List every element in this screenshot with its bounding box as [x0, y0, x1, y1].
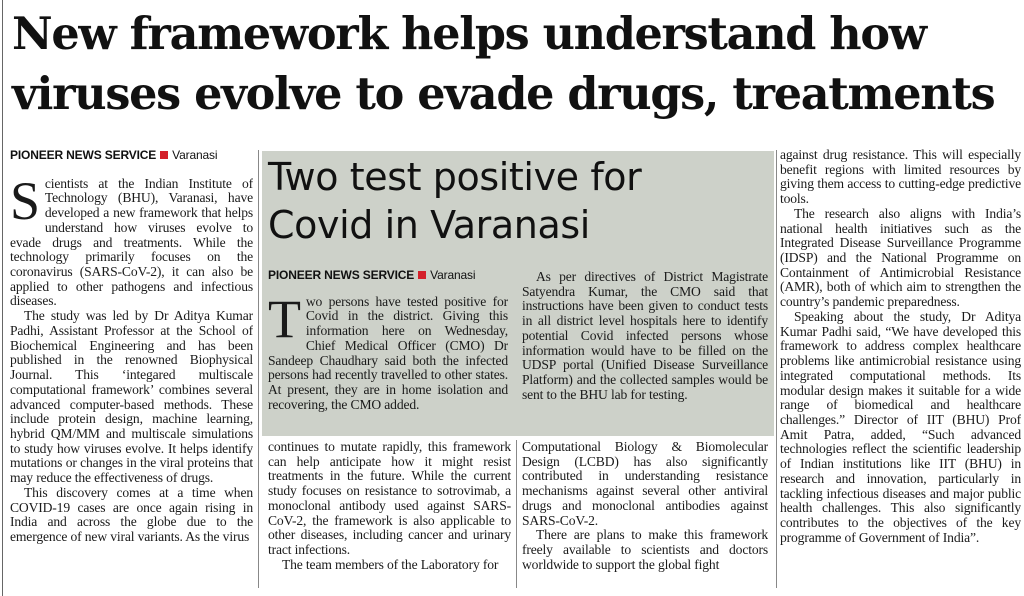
boxed-byline-place: Varanasi [430, 268, 476, 282]
main-story-column-3 [522, 440, 768, 590]
main-story-column-2 [268, 440, 511, 590]
main-col3-paragraph-2: There are plans to make this framework freely available to scientists and doctors worldwide to support the global fight [522, 527, 768, 572]
main-dropcap: S [10, 170, 40, 231]
boxed-headline-line-1: Two test positive for [268, 155, 642, 199]
main-headline-line-1: New framework helps understand how [12, 8, 926, 60]
main-col4-paragraph-3: Speaking about the study, Dr Aditya Kumar Padhi said, “We have developed this framework to address complex healthcare problems like antimicrobial resistance using integrated computational methods. Its modular design makes it suitable for a wide range of biomedical and healthcare challenges.” Director of IIT (BHU) Prof Amit Patra, added, “Such advanced technologies reflect the scientific leadership of Indian institutions like IIT (BHU) in research and innovation, particularly in tackling infectious diseases and major public health challenges. This also significantly contributes to the objectives of the key programme of Government of India”. [780, 308, 1021, 545]
boxed-story-column-2 [522, 270, 768, 428]
boxed-paragraph-1-text: wo persons have tested positive for Covid in the district. Giving this information here on Wednesday, Chief Medical Officer (CMO) Dr Sandeep Chaudhary said both the infected persons had recently travelled to other states. At present, they are in home isolation and recovering, the CMO added. [268, 293, 508, 412]
main-headline [12, 4, 1017, 124]
boxed-headline [268, 153, 768, 249]
byline-place: Varanasi [172, 148, 218, 162]
boxed-byline-square-icon [418, 271, 426, 279]
page-edge-rule [2, 0, 3, 596]
main-story-column-4 [780, 148, 1021, 590]
boxed-byline [268, 268, 508, 283]
main-headline-line-2: viruses evolve to evade drugs, treatments [12, 68, 995, 120]
main-paragraph-1-text: cientists at the Indian Institute of Technology (BHU), Varanasi, have developed a new framework that helps understand how viruses evolve to evade drugs and treatments. While the technology primarily focuses on the coronavirus (SARS-CoV-2), it can also be applied to other pathogens and infectious diseases. [10, 175, 253, 309]
main-col2-paragraph-1: continues to mutate rapidly, this framework can help anticipate how it might resist treatments in the future. While the current study focuses on resistance to sotrovimab, a monoclonal antibody used against SARS-CoV-2, the framework is also applicable to other diseases, including cancer and urinary tract infections. [268, 440, 511, 558]
column-rule-3 [776, 150, 777, 588]
column-rule-1 [258, 150, 259, 588]
boxed-story-column-1 [268, 268, 508, 428]
main-col3-paragraph-1: Computational Biology & Biomolecular Design (LCBD) has also significantly contributed in understanding resistance mechanisms against several other antiviral drugs and monoclonal antibodies against SARS-CoV-2. [522, 440, 768, 528]
byline-square-icon [160, 151, 168, 159]
main-col2-paragraph-2: The team members of the Laboratory for [282, 556, 499, 572]
byline-agency: PIONEER NEWS SERVICE [10, 148, 157, 162]
boxed-headline-line-2: Covid in Varanasi [268, 203, 590, 247]
boxed-paragraph-1 [268, 288, 508, 413]
main-paragraph-3: This discovery comes at a time when COVID-19 cases are once again rising in India and across the globe due to the emergence of new viral variants. As the virus [10, 484, 253, 544]
main-paragraph-1 [10, 170, 253, 309]
column-rule-2 [516, 440, 517, 588]
boxed-dropcap: T [268, 288, 301, 349]
main-paragraph-2: The study was led by Dr Aditya Kumar Padhi, Assistant Professor at the School of Biochemical Engineering and has been published in the renowned Biophysical Journal. This ‘integared multiscale computational framework’ combines several advanced computer-based methods. These include protein design, machine learning, hybrid QM/MM and multiscale simulations to study how viruses evolve. It helps identify mutations or changes in the viral proteins that may reduce the effectiveness of drugs. [10, 308, 253, 486]
boxed-paragraph-2: As per directives of District Magistrate Satyendra Kumar, the CMO said that instructions have been given to conduct tests in all district level hospitals here to identify potential Covid infected persons whose information would have to be filled on the UDSP portal (Unified Disease Surveillance Platform) and the collected samples would be sent to the BHU lab for testing. [522, 270, 768, 402]
main-col4-paragraph-1: against drug resistance. This will especially benefit regions with limited resources by giving them access to cutting-edge predictive tools. [780, 148, 1021, 207]
main-byline [10, 148, 253, 163]
main-story-column-1 [10, 148, 253, 588]
boxed-byline-agency: PIONEER NEWS SERVICE [268, 268, 415, 282]
main-col4-paragraph-2: The research also aligns with India’s national health initiatives such as the Integrated Disease Surveillance Programme (IDSP) and the National Programme on Containment of Antimicrobial Resistance (AMR), both of which aim to strengthen the country’s pandemic preparedness. [780, 205, 1021, 310]
